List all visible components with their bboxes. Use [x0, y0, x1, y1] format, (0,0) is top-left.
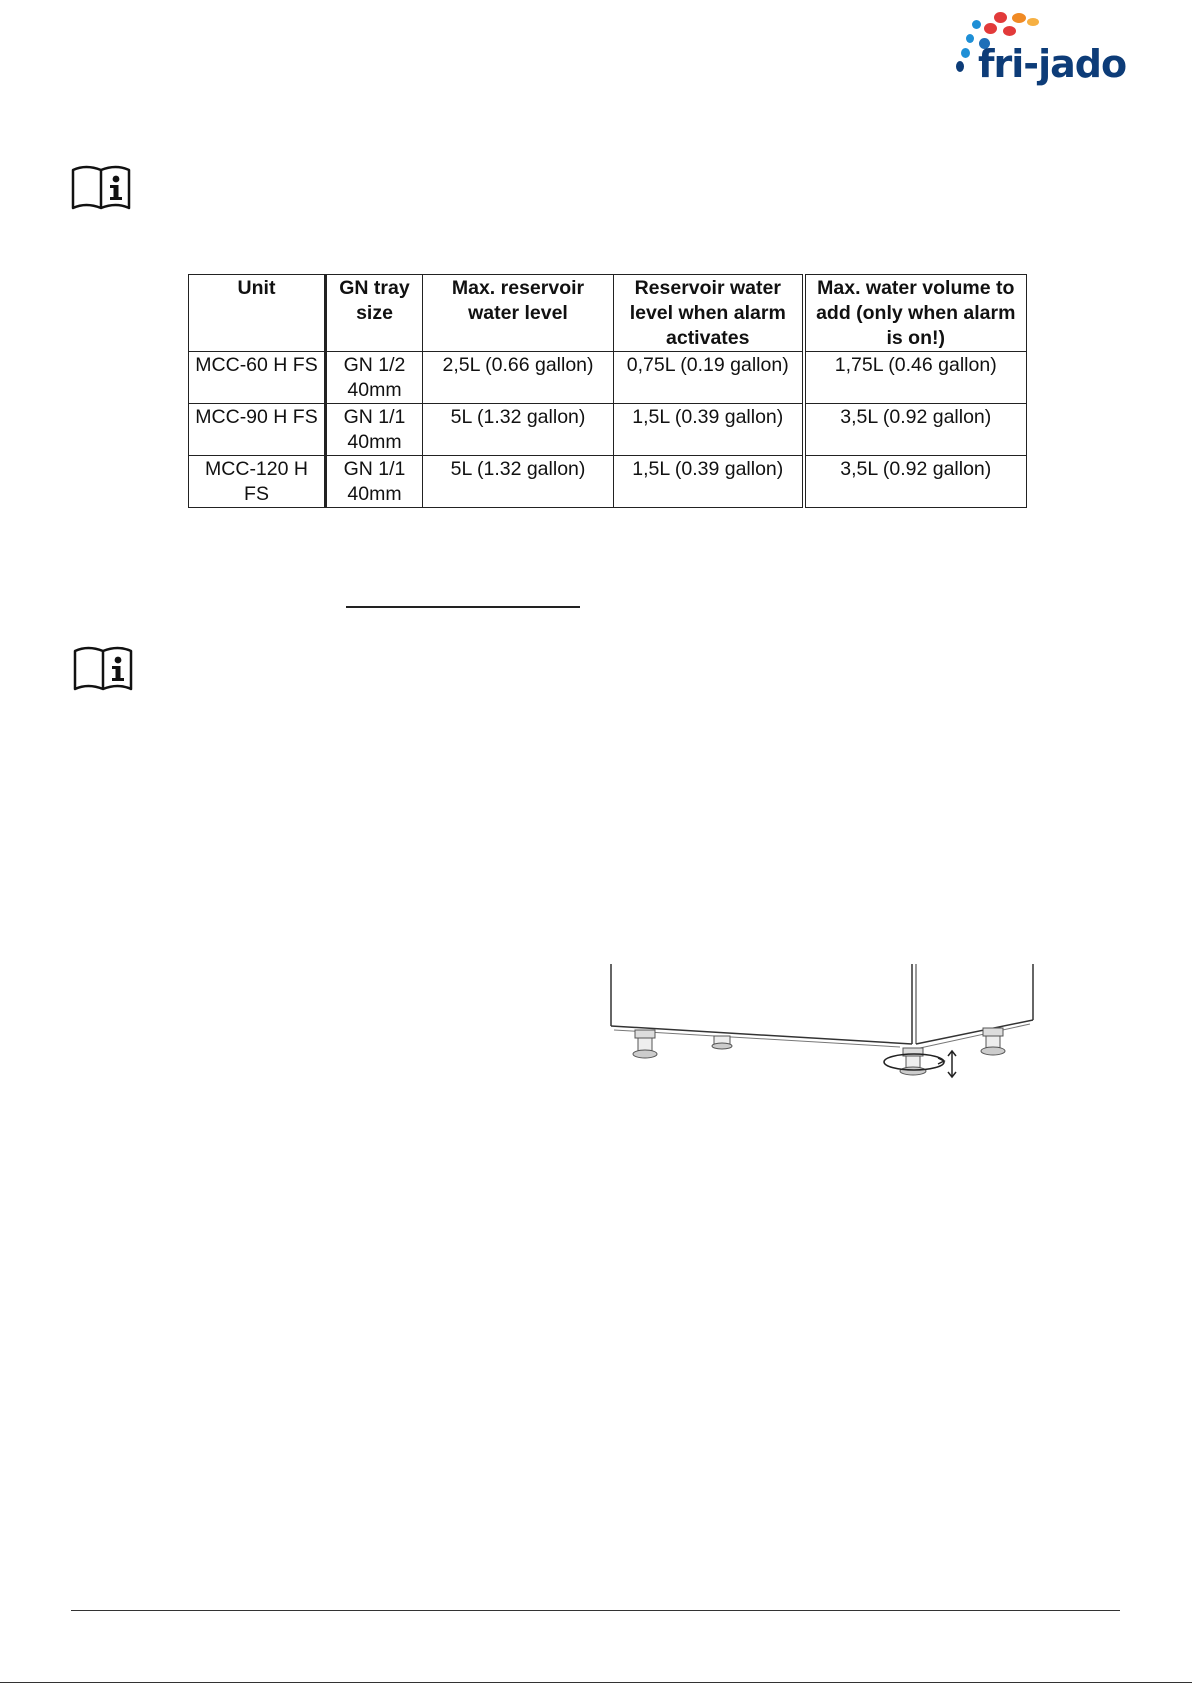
underline-rule: [346, 606, 580, 608]
table-cell: 1,5L (0.39 gallon): [614, 456, 804, 508]
logo-dot: [984, 23, 997, 34]
logo-dot: [956, 61, 964, 72]
logo-dot: [961, 48, 970, 58]
table-row: [189, 404, 1027, 456]
table-cell: 3,5L (0.92 gallon): [804, 456, 1027, 508]
adjustable-feet-illustration: [600, 960, 1040, 1080]
table-cell: MCC-90 H FS: [189, 404, 326, 456]
table-cell: 5L (1.32 gallon): [423, 404, 614, 456]
manual-info-icon: [72, 643, 134, 691]
table-cell: MCC-60 H FS: [189, 352, 326, 404]
column-header: Max. water volume to add (only when alarm is on!): [804, 275, 1027, 352]
table-cell: 2,5L (0.66 gallon): [423, 352, 614, 404]
fri-jado-logo: [930, 10, 1145, 90]
logo-dot: [972, 20, 981, 29]
table-header-row: [189, 275, 1027, 352]
logo-dot: [966, 34, 974, 43]
manual-info-icon: [70, 162, 132, 210]
column-header: Max. reservoir water level: [423, 275, 614, 352]
column-header: Reservoir water level when alarm activates: [614, 275, 804, 352]
table-cell: GN 1/2 40mm: [326, 352, 423, 404]
column-header: GN tray size: [326, 275, 423, 352]
table-row: [189, 352, 1027, 404]
logo-dot: [994, 12, 1007, 23]
table-row: [189, 456, 1027, 508]
table-cell: MCC-120 H FS: [189, 456, 326, 508]
table-cell: GN 1/1 40mm: [326, 456, 423, 508]
table-cell: 3,5L (0.92 gallon): [804, 404, 1027, 456]
bottom-rule: [0, 1682, 1192, 1683]
column-header: Unit: [189, 275, 326, 352]
logo-text: fri-jado: [978, 42, 1127, 86]
table-cell: 1,5L (0.39 gallon): [614, 404, 804, 456]
table-cell: 5L (1.32 gallon): [423, 456, 614, 508]
logo-dot: [1012, 13, 1026, 23]
table-cell: 1,75L (0.46 gallon): [804, 352, 1027, 404]
logo-dot: [1003, 26, 1016, 36]
water-level-table: [188, 274, 1027, 508]
logo-dot: [1027, 18, 1039, 26]
table-cell: 0,75L (0.19 gallon): [614, 352, 804, 404]
footer-rule: [71, 1610, 1120, 1611]
table-cell: GN 1/1 40mm: [326, 404, 423, 456]
